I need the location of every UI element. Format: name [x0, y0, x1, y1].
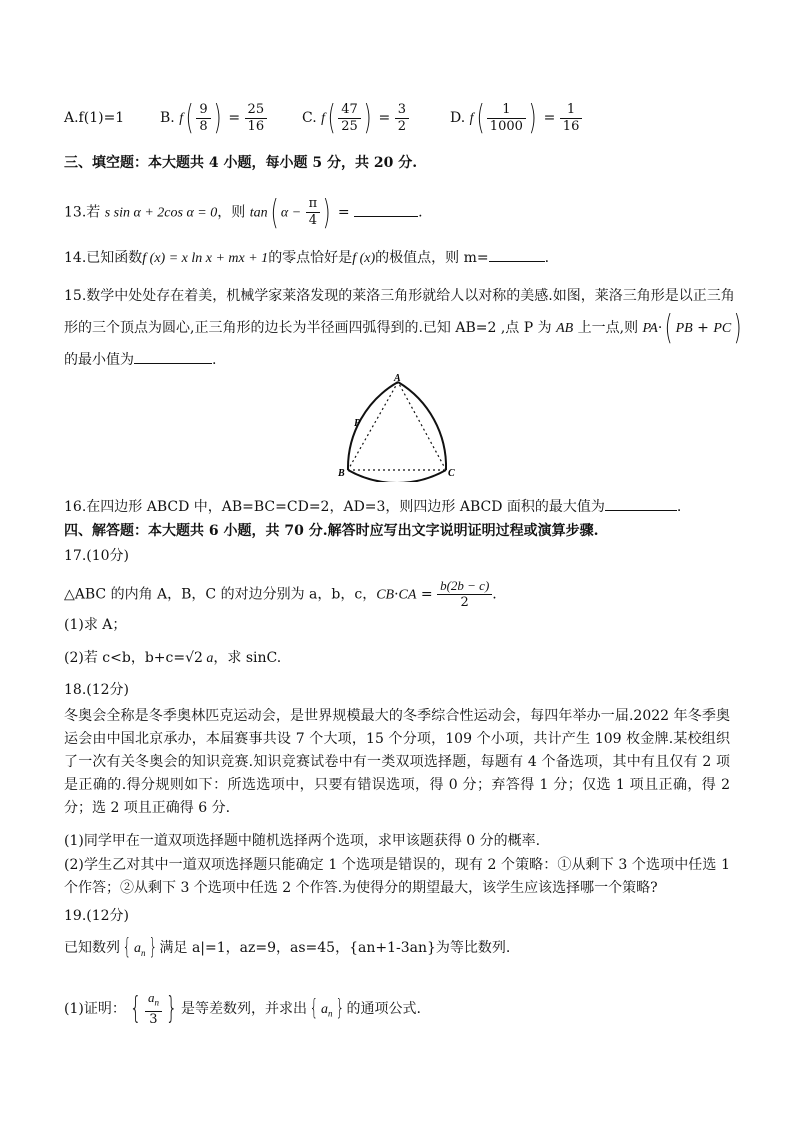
point-p-label: P — [354, 418, 361, 429]
q14-end: 的极值点，则 m= — [375, 250, 489, 266]
q13-equation: s sin α + 2cos α = 0 — [104, 205, 218, 221]
option-d-func: f — [469, 111, 474, 126]
q17-vector-cb: CB — [376, 587, 395, 603]
q14-fx: f (x) — [352, 251, 376, 266]
vertex-b-label: B — [338, 468, 345, 479]
q14-answer-blank[interactable] — [489, 249, 545, 262]
question-19-stem: 已知数列 { $a_n$ } 满足 a|=1，az=9，as=45，{an+1-3an}为等比数列. — [64, 935, 511, 960]
q18-part-2: (2)学生乙对其中一道双项选择题只能确定 1 个选项是错误的，现有 2 个策略：①从剩下 3 个选项中任选 1 个作答；②从剩下 3 个选项中任选 2 个作答.为使得分的期望最大，该学生应该选择哪一个策略? — [64, 857, 730, 896]
question-17-stem: △ABC 的内角 A，B，C 的对边分别为 a，b，c，CB·CA = $\frac{b(2b - c)}{2}$ . — [64, 578, 497, 610]
option-b: B. f( $\frac{9}{8}$ ) = $\frac{25}{16}$ — [160, 98, 267, 138]
question-16: 16.在四边形 ABCD 中，AB=BC=CD=2，AD=3，则四边形 ABCD 面积的最大值为 . — [64, 499, 682, 515]
q18-stem: 冬奥会全称是冬季奥林匹克运动会，是世界规模最大的冬季综合性运动会，每四年举办一届.2022 年冬季奥运会由中国北京承办，本届赛事共设 7 个大项，15 个分项，109 个小项，共计产生 109 枚金牌.某校组织了一次有关冬奥会的知识竞赛.知识竞赛试卷中有一类双项选择题，每题有 4 个备选项，其中有且仅有 2 项是正确的.得分规则如下：所选选项中，只要有错误选项，得 0 分；弃答得 1 分；仅选 1 项且正确，得 2 分；选 2 项且正确得 6 分. — [64, 708, 730, 816]
q15-vector-pc: PC — [713, 321, 732, 336]
option-b-label: B. — [160, 110, 175, 126]
q14-function: f (x) = x ln x + mx + 1 — [142, 251, 269, 266]
q13-prefix: 13.若 — [64, 204, 101, 221]
q13-mid: ，则 — [217, 204, 246, 221]
q13-answer-blank[interactable] — [354, 204, 418, 217]
q16-answer-blank[interactable] — [605, 498, 677, 511]
vertex-c-label: C — [448, 468, 455, 479]
option-b-func: f — [179, 111, 184, 126]
q17-vector-ca: CA — [398, 587, 417, 603]
q14-mid: 的零点恰好是 — [268, 250, 353, 266]
q17-part-2: (2)若 c<b，b+c=√2 a，求 sinC. — [64, 650, 282, 666]
q19-score: 19.(12分) — [64, 908, 130, 924]
question-13: 13.若 s sin α + 2cos α = 0，则 tan( α − $\frac{\pi}{4}$ ) = . — [64, 192, 423, 233]
q19-an-over-3: $\frac{a_n}{3}$ — [145, 990, 162, 1028]
option-d-result: $\frac{1}{16}$ — [560, 102, 583, 135]
q15-vector-pb: PB — [675, 321, 693, 336]
option-d-label: D. — [450, 110, 466, 126]
q13-alpha: α − — [280, 205, 302, 221]
option-c-result: $\frac{3}{2}$ — [395, 102, 409, 135]
option-b-arg: $\frac{9}{8}$ — [196, 102, 210, 135]
question-15-line-3: 的最小值为 . — [64, 352, 217, 368]
option-c-arg: $\frac{47}{25}$ — [338, 102, 361, 135]
q19-part-1: (1)证明： { $\frac{a_n}{3}$ } 是等差数列，并求出 { $a_n$ } 的通项公式. — [64, 990, 421, 1027]
question-15-line-2: 形的三个顶点为圆心,正三角形的边长为半径画四弧得到的.已知 AB=2 ,点 P 为 AB 上一点,则 PA·( PB + PC) — [64, 308, 742, 348]
q13-pi-over-4: $\frac{\pi}{4}$ — [306, 196, 321, 229]
q17-fraction: $\frac{b(2b - c)}{2}$ — [437, 578, 492, 611]
option-a: A.f(1)=1 — [64, 110, 125, 126]
q15-arc-ab: AB — [556, 321, 574, 336]
option-b-result: $\frac{25}{16}$ — [245, 102, 268, 135]
option-d-arg: $\frac{1}{1000}$ — [487, 102, 526, 135]
reuleaux-triangle-figure — [330, 372, 460, 482]
option-c: C. f( $\frac{47}{25}$ ) = $\frac{3}{2}$ — [302, 98, 409, 138]
q13-equals: = — [337, 204, 350, 221]
question-14: 14.已知函数f (x) = x ln x + mx + 1的零点恰好是f (x)的极值点，则 m= . — [64, 250, 550, 266]
section-3-heading: 三、填空题：本大题共 4 小题，每小题 5 分，共 20 分. — [64, 155, 418, 171]
q17-sqrt2: √2 — [185, 650, 203, 666]
q14-prefix: 14.已知函数 — [64, 250, 143, 266]
q18-part-1: (1)同学甲在一道双项选择题中随机选择两个选项，求甲该题获得 0 分的概率. — [64, 833, 541, 849]
section-4-heading: 四、解答题：本大题共 6 小题，共 70 分.解答时应写出文字说明证明过程或演算步骤. — [64, 523, 599, 539]
side-ca — [398, 382, 446, 470]
option-d: D. f( $\frac{1}{1000}$ ) = $\frac{1}{16}$ — [450, 98, 582, 138]
arc-bc — [348, 470, 446, 482]
option-c-func: f — [321, 111, 326, 126]
q15-answer-blank[interactable] — [134, 351, 212, 364]
question-15-line-1: 15.数学中处处存在着美，机械学家莱洛发现的莱洛三角形就给人以对称的美感.如图，莱洛三角形是以正三角 — [64, 288, 735, 304]
q17-part-1: (1)求 A； — [64, 617, 127, 633]
q18-score: 18.(12分) — [64, 682, 130, 698]
q12-options — [64, 98, 744, 142]
q13-tan: tan — [249, 205, 268, 221]
q17-score: 17.(10分) — [64, 548, 130, 564]
option-c-label: C. — [302, 110, 317, 126]
q15-vector-pa: PA — [642, 321, 658, 336]
vertex-a-label: A — [394, 373, 401, 384]
